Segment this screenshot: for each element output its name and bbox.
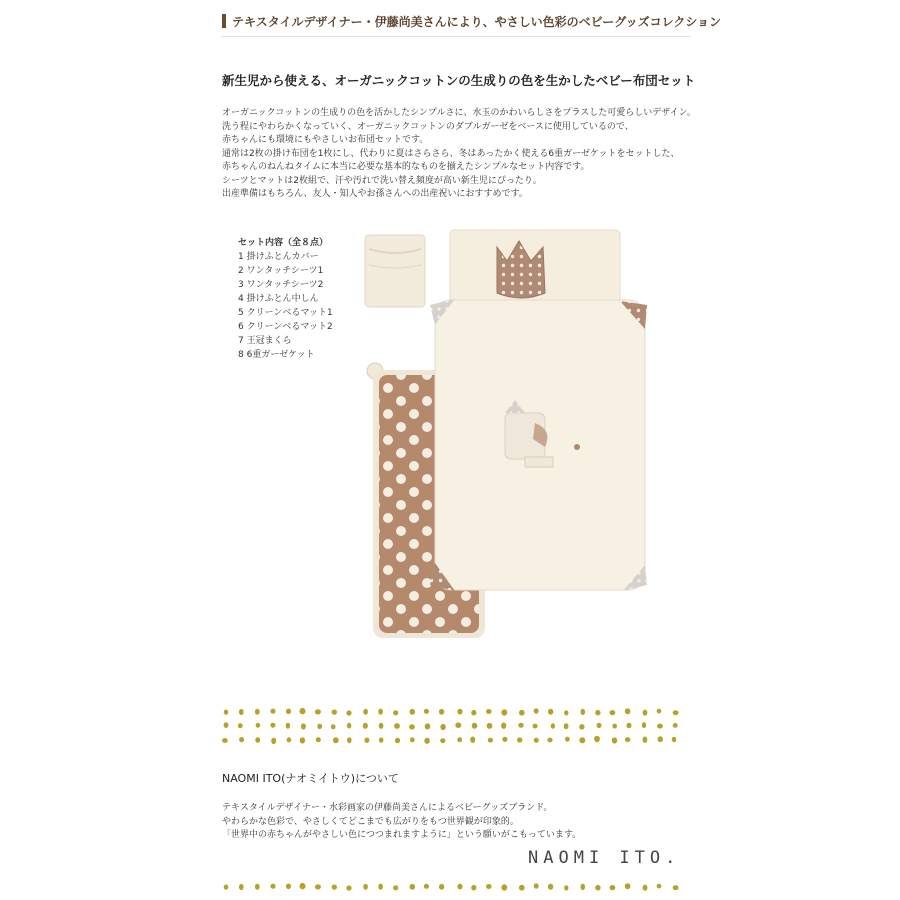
decorative-dot — [286, 884, 291, 890]
decorative-dot — [642, 722, 646, 728]
decorative-dot — [501, 709, 507, 715]
decorative-dot — [595, 885, 600, 891]
about-line: テキスタイルデザイナー・水彩画家の伊藤尚美さんによるベビーグッズブランド。 — [222, 803, 553, 813]
decorative-dot — [255, 737, 260, 743]
decorative-dot — [457, 884, 462, 890]
decorative-dot — [379, 737, 384, 742]
decorative-dot — [564, 723, 569, 729]
decorative-dot — [424, 884, 429, 889]
decorative-dot — [347, 737, 352, 743]
set-item: 2 ワンタッチシーツ1 — [238, 266, 324, 276]
decorative-dot — [486, 884, 492, 889]
decorative-dot — [270, 884, 275, 889]
decorative-dot — [534, 708, 539, 713]
decorative-dot — [534, 883, 539, 888]
folded-sheet — [365, 235, 425, 307]
decorative-dot — [548, 884, 553, 890]
decorative-dot — [287, 737, 292, 742]
decorative-dot — [658, 736, 663, 742]
decorative-dot — [439, 709, 444, 715]
decorative-dot — [394, 723, 400, 729]
decorative-dot — [363, 723, 368, 729]
decorative-dot — [315, 884, 321, 889]
decorative-dot — [534, 738, 539, 743]
decorative-dot — [457, 709, 462, 715]
decorative-dot — [501, 884, 507, 890]
about-line: やわらかな色彩で、やさしくてどこまでも広がりをもつ世界観が印象的。 — [222, 816, 519, 827]
decorative-dot — [486, 709, 492, 714]
decorative-dot — [224, 710, 229, 715]
decorative-dot — [363, 709, 368, 715]
about-line: 「世界中の赤ちゃんがやさしい色につつまれますように」という願いがこもっています。 — [222, 830, 582, 840]
decorative-dot — [579, 724, 584, 729]
decorative-dot — [286, 723, 290, 729]
set-item: 3 ワンタッチシーツ2 — [238, 280, 324, 290]
decorative-dot — [488, 738, 493, 743]
decorative-dot — [625, 883, 631, 889]
header-title: テキスタイルデザイナー・伊藤尚美さんにより、やさしい色彩のベビーグッズコレクション — [232, 15, 722, 29]
set-contents-list — [238, 236, 333, 362]
set-item: 1 掛けふとんカバー — [238, 252, 319, 262]
decorative-dot — [627, 723, 632, 729]
decorative-dot — [379, 723, 384, 729]
decorative-dot — [657, 724, 663, 729]
decorative-dot — [455, 722, 461, 728]
decorative-dot — [673, 710, 679, 715]
decorative-dot — [487, 723, 493, 729]
decorative-dot — [315, 709, 321, 714]
decorative-dot — [440, 738, 445, 743]
set-item: 5 クリーンベるマット1 — [238, 308, 333, 318]
decorative-dot — [594, 736, 600, 742]
decorative-dot — [657, 884, 662, 889]
decorative-dot — [581, 709, 586, 715]
decorative-dot — [610, 885, 616, 890]
decorative-dot — [471, 885, 476, 891]
decorative-dot — [395, 738, 400, 744]
decorative-dot — [581, 884, 586, 890]
decorative-dot — [239, 709, 244, 715]
decorative-dot — [363, 884, 368, 890]
decorative-dot — [471, 710, 476, 716]
naomi-ito-signature: NAOMI ITO. — [528, 848, 681, 868]
decorative-dot — [643, 737, 648, 743]
decorative-dot — [551, 723, 555, 728]
decorative-dot — [519, 885, 525, 891]
header-divider — [222, 36, 690, 37]
comforter — [430, 299, 647, 591]
decorative-dot — [224, 722, 229, 728]
decorative-dot — [657, 709, 662, 714]
section-header — [222, 12, 722, 32]
decorative-dot — [564, 710, 568, 715]
description-line: 出産準備はもちろん、友人・知人やお孫さんへの出産祝いにおすすめです。 — [222, 189, 528, 199]
decorative-dot — [300, 883, 306, 889]
decorative-dot — [518, 723, 523, 728]
decorative-dot — [410, 737, 415, 742]
decorative-dot — [643, 885, 648, 891]
decorative-dot — [457, 737, 462, 742]
decorative-dot — [393, 885, 398, 890]
decorative-dot — [643, 710, 648, 716]
decorative-dot — [409, 724, 415, 729]
decorative-dot — [270, 723, 275, 728]
decorative-dot — [501, 723, 506, 729]
decorative-dot — [332, 885, 337, 890]
decorative-dot — [331, 724, 336, 729]
decorative-dot — [238, 723, 243, 728]
decorative-dot — [612, 737, 617, 743]
decorative-dot — [316, 737, 321, 742]
decorative-dot — [256, 723, 261, 728]
set-item: 4 掛けふとん中しん — [238, 294, 319, 304]
decorative-dot — [378, 709, 383, 715]
decorative-dot — [364, 738, 369, 743]
decorative-dot-band — [222, 706, 682, 750]
description-line: 赤ちゃんにも環境にもやさしいお布団セットです。 — [222, 135, 429, 145]
header-accent-bar — [222, 14, 226, 28]
decorative-dot — [517, 737, 522, 742]
decorative-dot — [519, 710, 525, 716]
decorative-dot — [625, 708, 631, 714]
decorative-dot-band-bottom — [222, 880, 682, 894]
decorative-dot — [347, 723, 351, 729]
decorative-dot — [255, 884, 260, 890]
decorative-dot — [472, 723, 478, 729]
decorative-dot — [393, 710, 398, 715]
decorative-dot — [224, 885, 229, 890]
description-line: 洗う程にやわらかくなっていく、オーガニックコットンのダブルガーゼをベースに使用しているので、 — [222, 121, 634, 132]
decorative-dot — [300, 737, 305, 743]
description-line: 通常は2枚の掛け布団を1枚にし、代わりに夏はさらさら、冬はあったかく使える6重ガーゼケットをセットした、 — [222, 148, 680, 159]
decorative-dot — [333, 737, 339, 743]
decorative-dot — [470, 737, 475, 743]
decorative-dot — [533, 724, 538, 729]
decorative-dot — [597, 723, 602, 728]
decorative-dot — [440, 724, 445, 730]
product-description — [222, 107, 696, 202]
decorative-dot — [270, 709, 275, 714]
decorative-dot — [271, 738, 276, 744]
product-photo — [355, 225, 665, 650]
decorative-dot — [378, 884, 383, 890]
set-item: 8 6重ガーゼケット — [238, 350, 315, 360]
decorative-dot — [410, 884, 416, 890]
decorative-dot — [439, 884, 444, 890]
about-title: NAOMI ITO(ナオミイトウ)について — [222, 772, 399, 785]
about-description — [222, 802, 581, 843]
decorative-dot — [565, 737, 570, 742]
description-line: シーツとマットは2枚組で、汗や汚れで洗い替え頻度が高い新生児にぴったり。 — [222, 175, 542, 186]
decorative-dot — [595, 710, 600, 716]
decorative-dot — [301, 723, 306, 729]
decorative-dot — [610, 710, 616, 715]
decorative-dot — [547, 738, 552, 743]
set-item: 6 クリーンベるマット2 — [238, 322, 333, 332]
set-item: 7 王冠まくら — [238, 336, 292, 346]
product-subtitle: 新生児から使える、オーガニックコットンの生成りの色を生かしたベビー布団セット — [222, 73, 696, 88]
description-line: オーガニックコットンの生成りの色を活かしたシンプルさに、水玉のかわいらしさをプラスした可愛らしいデザイン。 — [222, 108, 696, 118]
decorative-dot — [239, 737, 244, 742]
decorative-dot — [672, 737, 677, 742]
decorative-dot — [239, 884, 244, 890]
decorative-dot — [673, 723, 678, 728]
decorative-dot — [410, 709, 416, 715]
description-line: 赤ちゃんのねんねタイムに本当に必要な基本的なものを揃えたシンプルなセット内容です。 — [222, 162, 590, 172]
decorative-dot — [424, 709, 429, 714]
decorative-dot — [502, 737, 507, 742]
decorative-dot — [548, 709, 553, 715]
decorative-dot — [564, 885, 568, 890]
set-contents-title: セット内容（全８点） — [238, 238, 329, 248]
decorative-dot — [612, 724, 617, 729]
decorative-dot — [286, 709, 291, 715]
decorative-dot — [332, 710, 337, 715]
decorative-dot — [673, 885, 679, 890]
decorative-dot — [424, 738, 430, 744]
decorative-dot — [425, 723, 431, 729]
decorative-dot — [625, 737, 630, 742]
decorative-dot — [317, 724, 322, 729]
decorative-dot — [300, 708, 306, 714]
decorative-dot — [222, 738, 228, 743]
decorative-dot — [346, 710, 351, 715]
decorative-dot — [579, 737, 585, 743]
decorative-dot — [255, 709, 260, 715]
decorative-dot — [346, 885, 351, 890]
